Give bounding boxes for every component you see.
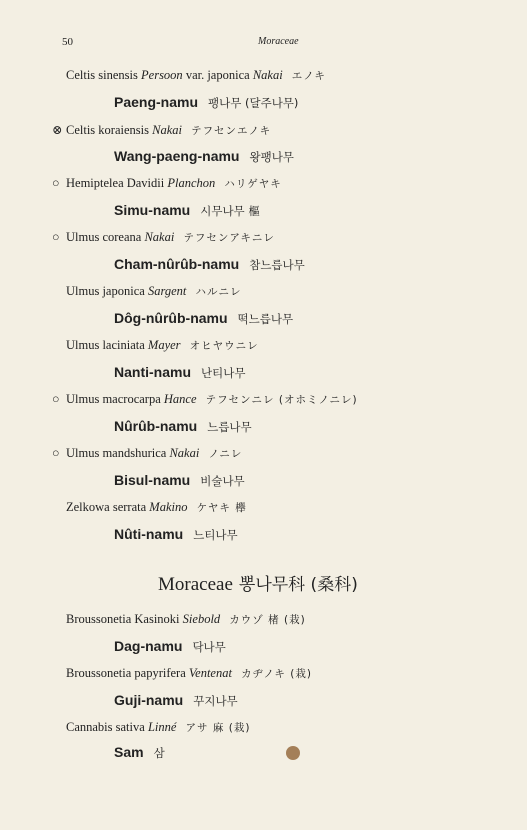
vernacular-name: Nanti-namu 난티나무 [114, 364, 246, 380]
vernacular-name: Guji-namu 꾸지나무 [114, 692, 238, 708]
circle-mark: ○ [52, 176, 60, 190]
vernacular-name: Dôg-nûrûb-namu 떡느릅나무 [114, 310, 294, 326]
circle-mark: ○ [52, 392, 60, 406]
vernacular-name: Sam 삼 [114, 744, 165, 760]
section-heading: Moraceae 뽕나무科 (桑科) [158, 574, 358, 595]
species-entry: ○ Ulmus coreana Nakai テフセンアキニレ [52, 230, 275, 244]
species-entry: Celtis sinensis Persoon var. japonica Nakai エノキ [66, 68, 326, 82]
cultivation-mark: ⊗ [52, 123, 63, 137]
vernacular-name: Nûrûb-namu 느릅나무 [114, 418, 252, 434]
species-entry: Broussonetia papyrifera Ventenat カヂノキ (栽) [66, 666, 312, 680]
species-entry: Ulmus japonica Sargent ハルニレ [66, 284, 242, 298]
page-number: 50 [62, 36, 73, 48]
vernacular-name: Cham-nûrûb-namu 참느릅나무 [114, 256, 305, 272]
vernacular-name: Paeng-namu 팽나무 (달주나무) [114, 94, 299, 110]
vernacular-name: Dag-namu 닥나무 [114, 638, 226, 654]
species-entry: ⊗ Celtis koraiensis Nakai テフセンエノキ [52, 123, 272, 137]
circle-mark: ○ [52, 446, 60, 460]
species-entry: ○ Ulmus macrocarpa Hance テフセンニレ (オホミノニレ) [52, 392, 358, 406]
species-entry: Cannabis sativa Linné アサ 麻 (栽) [66, 720, 251, 734]
species-entry: Broussonetia Kasinoki Siebold カウゾ 楮 (栽) [66, 612, 306, 626]
circle-mark: ○ [52, 230, 60, 244]
species-entry: Zelkowa serrata Makino ケヤキ 欅 [66, 500, 247, 514]
vernacular-name: Nûti-namu 느티나무 [114, 526, 238, 542]
species-entry: ○ Ulmus mandshurica Nakai ノニレ [52, 446, 243, 460]
ink-stain [286, 746, 300, 760]
species-entry: Ulmus laciniata Mayer オヒヤウニレ [66, 338, 259, 352]
vernacular-name: Simu-namu 시무나무 樞 [114, 202, 260, 218]
vernacular-name: Bisul-namu 비술나무 [114, 472, 245, 488]
species-entry: ○ Hemiptelea Davidii Planchon ハリゲヤキ [52, 176, 282, 190]
vernacular-name: Wang-paeng-namu 왕팽나무 [114, 148, 294, 164]
running-title: Moraceae [258, 36, 299, 47]
